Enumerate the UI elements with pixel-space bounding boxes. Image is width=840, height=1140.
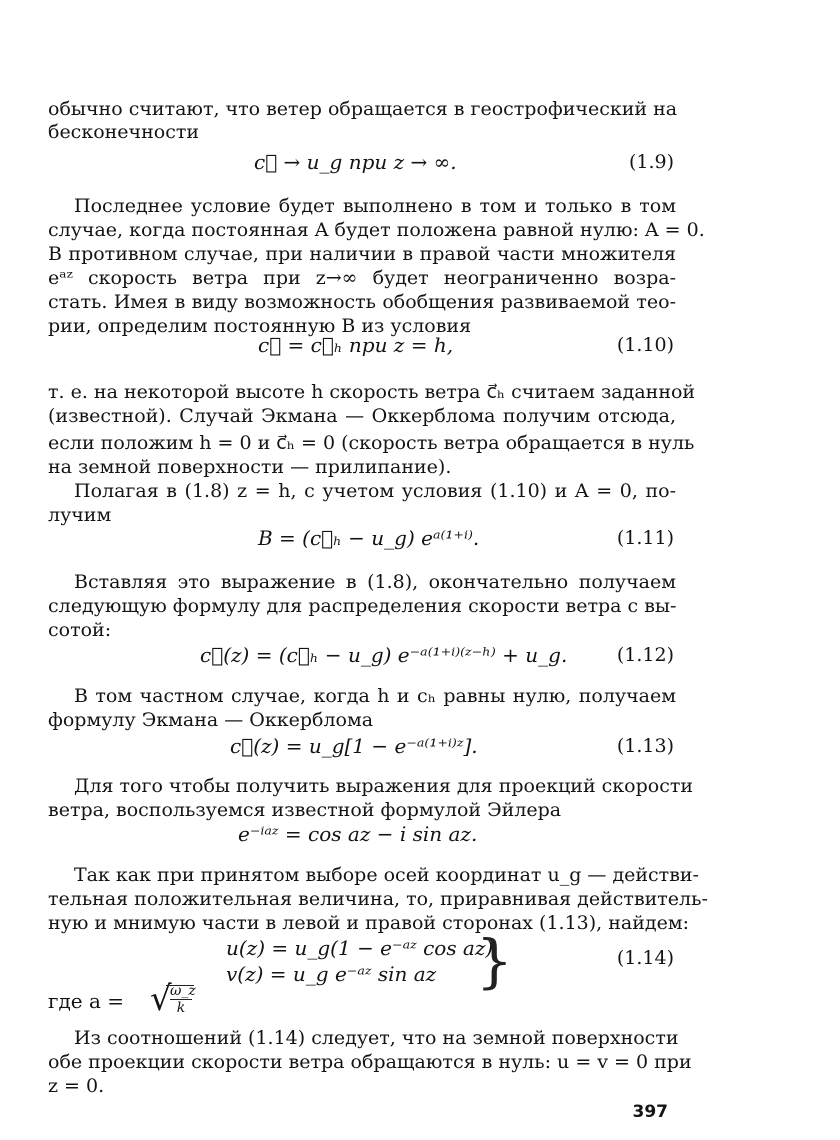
text-line: Так как при принятом выборе осей координат u_g — действи- [74,864,699,886]
text-line: где a = [48,989,125,1013]
fraction-numerator: ω_z [170,983,196,999]
text-line: Для того чтобы получить выражения для проекций скорости [74,775,694,797]
root-fraction [170,983,196,1016]
right-brace: } [476,927,513,995]
equation-1-12: c⃗(z) = (c⃗ₕ − u_g) e⁻ᵃ⁽¹⁺ⁱ⁾⁽ᶻ⁻ʰ⁾ + u_g. [200,643,568,667]
text-line: бесконечности [48,121,200,143]
equation-1-13: c⃗(z) = u_g[1 − e⁻ᵃ⁽¹⁺ⁱ⁾ᶻ]. [230,734,478,758]
equation-number: (1.13) [616,735,674,757]
text-line: eᵃᶻ скорость ветра при z→∞ будет неограниченно возра- [48,267,676,289]
equation-1-14-v: v(z) = u_g e⁻ᵃᶻ sin az [226,962,437,986]
equation-number: (1.12) [616,644,674,666]
text-line: на земной поверхности — прилипание). [48,456,452,478]
text-line: тельная положительная величина, то, приравнивая действитель- [48,888,708,910]
text-line: В том частном случае, когда h и cₕ равны нулю, получаем [74,685,676,707]
equation-1-9: c⃗ → u_g при z → ∞. [254,150,457,174]
text-line: Полагая в (1.8) z = h, с учетом условия (1.10) и A = 0, по- [74,480,676,502]
page-number: 397 [632,1102,668,1122]
euler-formula: e⁻ⁱᵃᶻ = cos az − i sin az. [238,822,478,846]
equation-number: (1.9) [628,151,674,173]
text-line: обычно считают, что ветер обращается в геострофический на [48,98,678,120]
text-line: обе проекции скорости ветра обращаются в нуль: u = v = 0 при [48,1051,692,1073]
text-line: z = 0. [48,1075,105,1097]
text-line: Последнее условие будет выполнено в том и только в том [74,195,676,217]
text-line: ветра, воспользуемся известной формулой Эйлера [48,799,562,821]
sqrt-sign: √ [150,979,172,1019]
text-line: рии, определим постоянную B из условия [48,315,472,337]
text-line: В противном случае, при наличии в правой части множителя [48,243,676,265]
text-line: (известной). Случай Экмана — Оккерблома получим отсюда, [48,405,676,427]
text-line: случае, когда постоянная A будет положена равной нулю: A = 0. [48,219,705,241]
text-line: ную и мнимую части в левой и правой сторонах (1.13), найдем: [48,912,690,934]
text-line: формулу Экмана — Оккерблома [48,709,374,731]
equation-1-11: B = (c⃗ₕ − u_g) eᵃ⁽¹⁺ⁱ⁾. [258,526,480,550]
text-line: т. е. на некоторой высоте h скорость ветра c⃗ₕ считаем заданной [48,381,696,403]
text-line: лучим [48,504,112,526]
text-line: Вставляя это выражение в (1.8), окончательно получаем [74,571,676,593]
fraction-denominator: k [176,1000,186,1016]
equation-1-14-u: u(z) = u_g(1 − e⁻ᵃᶻ cos az) [226,936,494,960]
equation-1-10: c⃗ = c⃗ₕ при z = h, [258,333,454,357]
equation-number: (1.11) [616,527,674,549]
equation-number: (1.10) [616,334,674,356]
text-line: если положим h = 0 и c⃗ₕ = 0 (скорость ветра обращается в нуль [48,432,695,454]
text-line: сотой: [48,619,112,641]
text-line: Из соотношений (1.14) следует, что на земной поверхности [74,1027,679,1049]
equation-number: (1.14) [616,947,674,969]
text-line: стать. Имея в виду возможность обобщения развиваемой тео- [48,291,676,313]
text-line: следующую формулу для распределения скорости ветра с вы- [48,595,677,617]
